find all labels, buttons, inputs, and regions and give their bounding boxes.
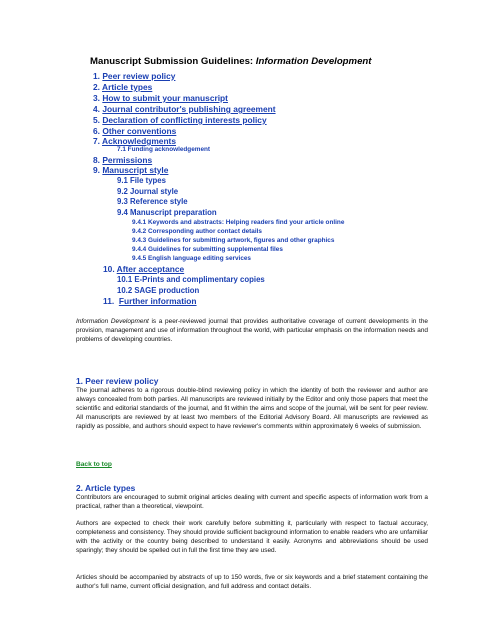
toc-item-9-4-1[interactable]: 9.4.1 Keywords and abstracts: Helping readers find your article online (132, 219, 345, 226)
section-1-body: The journal adheres to a rigorous double-blind reviewing policy in which the identity of both the reviewer and author are always concealed from both parties. All manuscripts are reviewed initially by the Editor and only those papers that meet the scientific and editorial standards of the journal, and fit within the aims and scope of the journal, will be sent for peer review. All manuscripts are reviewed by at least two members of the Editorial Advisory Board. All manuscripts are reviewed as rapidly as possible, and authors should expect to have reviewer's comments within approximately 6 weeks of submission. (76, 387, 428, 430)
toc-item-9-1[interactable]: 9.1 File types (117, 176, 166, 185)
section-2-paragraph-3: Articles should be accompanied by abstracts of up to 150 words, five or six keywords and a brief statement containing the author's full name, current official designation, and full address and contact details. (76, 574, 428, 590)
toc-item-11[interactable]: 11. Further information (103, 296, 197, 306)
toc-item-7[interactable]: 7. Acknowledgments (93, 136, 177, 146)
toc-item-10-2[interactable]: 10.2 SAGE production (117, 286, 200, 295)
toc-item-10-1[interactable]: 10.1 E-Prints and complimentary copies (117, 275, 265, 284)
toc-item-8[interactable]: 8. Permissions (93, 155, 153, 165)
toc-item-9-4-4[interactable]: 9.4.4 Guidelines for submitting supplemental files (132, 246, 283, 253)
title-prefix: Manuscript Submission Guidelines: (90, 56, 256, 67)
toc-item-9[interactable]: 9. Manuscript style (93, 165, 169, 175)
toc-item-5[interactable]: 5. Declaration of conflicting interests policy (93, 115, 267, 125)
toc-item-1[interactable]: 1. Peer review policy (93, 71, 176, 81)
toc-item-9-4-2[interactable]: 9.4.2 Corresponding author contact details (132, 228, 262, 235)
toc-item-2[interactable]: 2. Article types (93, 82, 153, 92)
title-journal: Information Development (255, 56, 372, 67)
toc-item-9-4-5[interactable]: 9.4.5 English language editing services (132, 255, 251, 262)
section-2-heading: 2. Article types (76, 483, 136, 493)
section-1-heading: 1. Peer review policy (76, 376, 159, 386)
toc-item-4[interactable]: 4. Journal contributor's publishing agreement (93, 104, 276, 114)
table-of-contents (0, 0, 495, 295)
toc-item-3[interactable]: 3. How to submit your manuscript (93, 93, 228, 103)
section-2-paragraph-1: Contributors are encouraged to submit original articles dealing with current and specific aspects of information work from a practical, rather than a theoretical, viewpoint. (76, 494, 428, 510)
toc-item-6[interactable]: 6. Other conventions (93, 126, 177, 136)
section-2-paragraph-2: Authors are expected to check their work carefully before submitting it, particularly with respect to factual accuracy, completeness and consistency. They should provide sufficient background information to enable readers who are unfamiliar with the activity or the country being described to understand it easily. Acronyms and abbreviations should be used sparingly; they should be spelled out in full the first time they are used. (76, 520, 428, 554)
back-to-top-link[interactable]: Back to top (76, 461, 112, 468)
toc-item-9-3[interactable]: 9.3 Reference style (117, 197, 188, 206)
toc-item-9-2[interactable]: 9.2 Journal style (117, 187, 179, 196)
toc-item-9-4-3[interactable]: 9.4.3 Guidelines for submitting artwork, figures and other graphics (132, 237, 335, 244)
toc-item-9-4[interactable]: 9.4 Manuscript preparation (117, 208, 217, 217)
intro-paragraph: Information Development is a peer-reviewed journal that provides authoritative coverage of current developments in the provision, management and use of information throughout the world, with particular emphasis on the information needs and problems of developing countries. (76, 318, 428, 343)
toc-item-7-1[interactable]: 7.1 Funding acknowledgement (117, 146, 211, 153)
toc-item-10[interactable]: 10. After acceptance (103, 264, 185, 274)
